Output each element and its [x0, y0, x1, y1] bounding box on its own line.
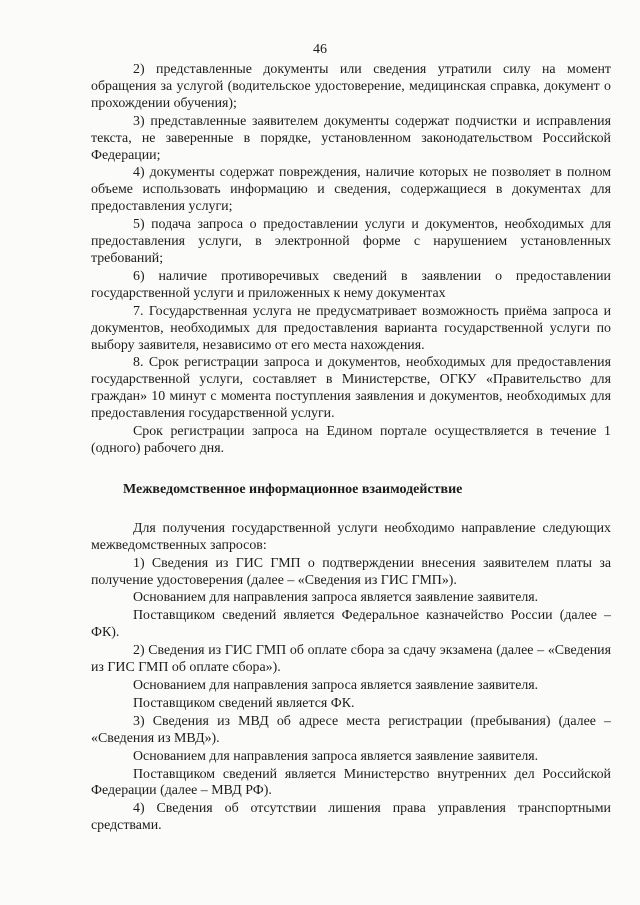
- paragraph-refusal-3: 3) представленные заявителем документы содержат подчистки и исправления текста, не заверенные в порядке, установленном законодательством Российской Федерации;: [91, 113, 611, 163]
- paragraph-refusal-5: 5) подача запроса о предоставлении услуги и документов, необходимых для предоставления услуги, в электронной форме с нарушением установленных требований;: [91, 217, 611, 266]
- paragraph-registration-term: Срок регистрации запроса на Едином портале осуществляется в течение 1 (одного) рабочего дня.: [91, 424, 611, 456]
- paragraph-request-1-basis: Основанием для направления запроса является заявление заявителя.: [133, 590, 539, 606]
- paragraph-request-2-provider: Поставщиком сведений является ФК.: [133, 695, 355, 711]
- paragraph-refusal-6: 6) наличие противоречивых сведений в заявлении о предоставлении государственной услуги и приложенных к нему документах: [91, 268, 611, 301]
- paragraph-requests-intro: Для получения государственной услуги необходимо направление следующих межведомственных запросов:: [91, 520, 611, 553]
- paragraph-request-3-basis: Основанием для направления запроса является заявление заявителя.: [133, 748, 539, 764]
- page-number: 46: [313, 42, 327, 57]
- paragraph-item-7: 7. Государственная услуга не предусматривает возможность приёма запроса и документов, необходимых для предоставления варианта государственной услуги по выбору заявителя, независимо от его места нахождения.: [91, 303, 611, 353]
- paragraph-request-1: 1) Сведения из ГИС ГМП о подтверждении внесения заявителем платы за получение удостоверения (далее – «Сведения из ГИС ГМП»).: [91, 555, 611, 588]
- document-body: [91, 62, 611, 835]
- paragraph-request-2: 2) Сведения из ГИС ГМП об оплате сбора за сдачу экзамена (далее – «Сведения из ГИС ГМП об оплате сбора»).: [91, 643, 611, 676]
- paragraph-request-4: 4) Сведения об отсутствии лишения права управления транспортными средствами.: [91, 801, 611, 834]
- paragraph-refusal-4: 4) документы содержат повреждения, наличие которых не позволяет в полном объеме использовать информацию и сведения, содержащиеся в документах для предоставления услуги;: [91, 165, 611, 215]
- paragraph-item-8: 8. Срок регистрации запроса и документов, необходимых для предоставления государственной услуги, составляет в Министерстве, ОГКУ «Правительство для граждан» 10 минут с момента поступления заявления и документов, необходимых для предоставления государственной услуги.: [91, 355, 611, 422]
- section-title: Межведомственное информационное взаимодействие: [123, 481, 463, 497]
- paragraph-request-3: 3) Сведения из МВД об адресе места регистрации (пребывания) (далее – «Сведения из МВД»).: [91, 713, 611, 746]
- paragraph-refusal-2: 2) представленные документы или сведения утратили силу на момент обращения за услугой (водительское удостоверение, медицинская справка, документ о прохождении обучения);: [91, 62, 611, 111]
- paragraph-request-1-provider: Поставщиком сведений является Федеральное казначейство России (далее – ФК).: [91, 608, 611, 641]
- paragraph-request-3-provider: Поставщиком сведений является Министерство внутренних дел Российской Федерации (далее – МВД РФ).: [91, 766, 611, 799]
- paragraph-request-2-basis: Основанием для направления запроса является заявление заявителя.: [133, 678, 539, 693]
